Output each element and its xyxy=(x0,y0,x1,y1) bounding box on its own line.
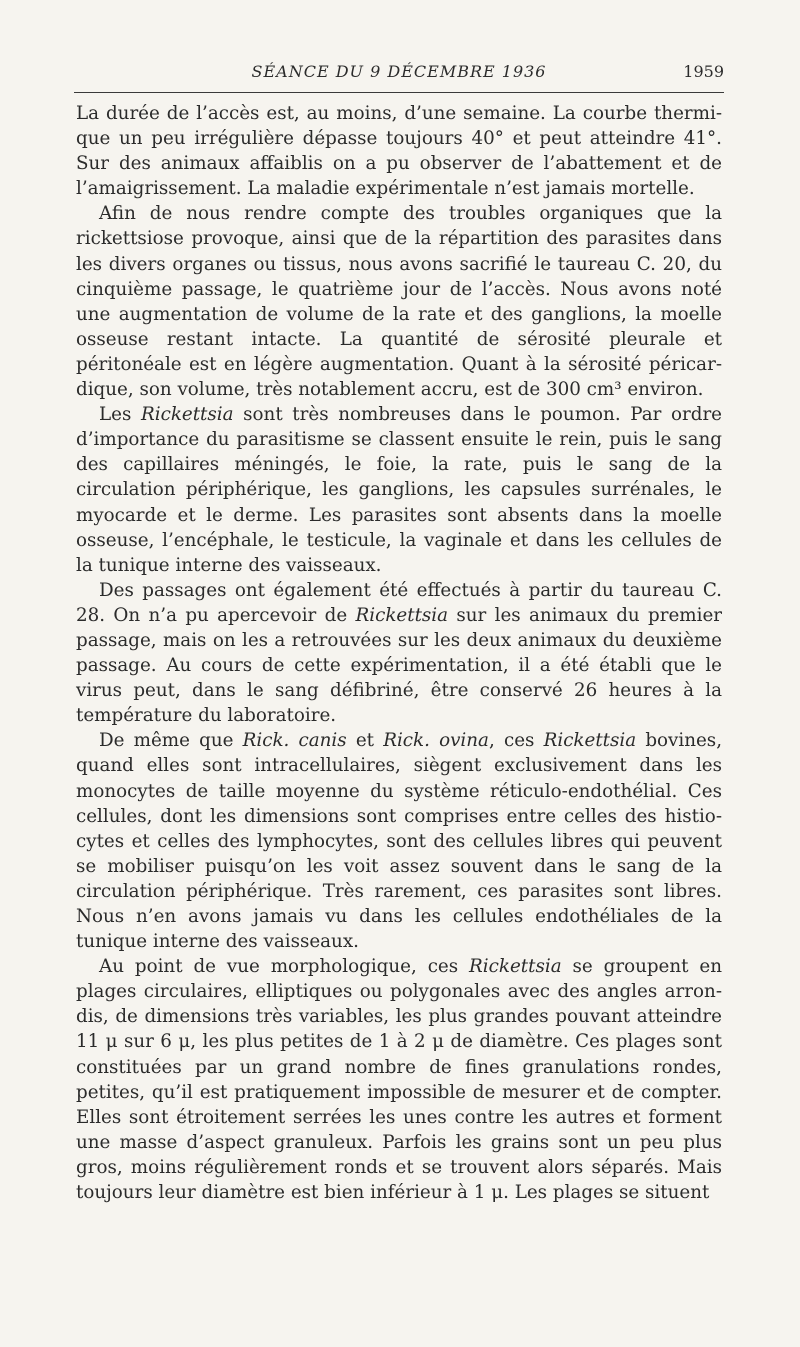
body-text xyxy=(76,101,722,1205)
scientific-name: Rickettsia xyxy=(469,956,562,978)
paragraph xyxy=(76,728,722,954)
text-run: De même que xyxy=(99,730,243,752)
scientific-name: Rickettsia xyxy=(355,604,449,626)
scientific-name: Rickettsia xyxy=(140,404,234,426)
paragraph xyxy=(76,402,722,578)
text-run: sur les animaux du premier passage, mais on les a retrouvées sur les deux animaux du deuxième passage. Au cours de cette expérimentation, il a été établi que le virus peut, dans le sang défibriné, être conservé 26 heures à la température du laboratoire. xyxy=(76,604,723,727)
page-header xyxy=(74,62,724,84)
scientific-name: Rick. ovina xyxy=(383,730,489,752)
text-run: se groupent en plages circulaires, elliptiques ou polygonales avec des angles arrondis, de dimensions très variables, les plus grandes pouvant atteindre 11 μ sur 6 μ, les plus petites de 1 à 2 μ de diamètre. Ces plages sont constituées par un grand nombre de fines granulations rondes, petites, qu’il est pratiquement impossible de mesurer et de compter. Elles sont étroitement serrées les unes contre les autres et forment une masse d’aspect granuleux. Parfois les grains sont un peu plus gros, moins régulièrement ronds et se trouvent alors séparés. Mais toujours leur diamètre est bien inférieur à 1 μ. Les plages se situent xyxy=(76,956,722,1204)
text-run: et xyxy=(346,730,384,752)
text-run: sont très nombreuses dans le poumon. Par ordre d’importance du parasitisme se classent ensuite le rein, puis le sang des capillaires méningés, le foie, la rate, puis le sang de la circulation périphérique, les ganglions, les capsules surrénales, le myocarde et le derme. Les parasites sont absents dans la moelle osseuse, l’encéphale, le testicule, la vaginale et dans les cellules de la tunique interne des vaisseaux. xyxy=(76,404,723,576)
text-run: Les xyxy=(99,404,141,426)
paragraph xyxy=(76,578,722,729)
text-run: , ces xyxy=(488,730,544,752)
text-run: Des passages ont également été effectués à partir du taureau C. 28. On n’a pu apercevoir de xyxy=(76,579,722,626)
paragraph: Afin de nous rendre compte des troubles organiques que la rickettsiose provoque, ainsi que de la répartition des parasites dans les divers organes ou tissus, nous avons sacrifié le taureau C. 20, du cinquième passage, le quatrième jour de l’accès. Nous avons noté une augmentation de volume de la rate et des ganglions, la moelle osseuse restant intacte. La quantité de sérosité pleurale et péritonéale est en légère augmentation. Quant à la sérosité péricardique, son volume, très notablement accru, est de 300 cm³ environ. xyxy=(76,203,722,401)
paragraph xyxy=(76,954,722,1205)
page-number: 1959 xyxy=(683,62,724,81)
paragraph: La durée de l’accès est, au moins, d’une semaine. La courbe thermique un peu irrégulière dépasse toujours 40° et peut atteindre 41°. Sur des animaux affaiblis on a pu observer de l’abattement et de l’amaigrissement. La maladie expérimentale n’est jamais mortelle. xyxy=(76,103,722,200)
scientific-name: Rickettsia xyxy=(543,730,637,752)
scientific-name: Rick. canis xyxy=(242,730,347,752)
header-rule xyxy=(74,92,724,93)
text-run: Au point de vue morphologique, ces xyxy=(99,956,470,978)
text-run: bovines, quand elles sont intracellulaires, siègent exclusivement dans les monocytes de taille moyenne du système réticulo-endothélial. Ces cellules, dont les dimensions sont comprises entre celles des histiocytes et celles des lymphocytes, sont des cellules libres qui peuvent se mobiliser puisqu’on les voit assez souvent dans le sang de la circulation périphérique. Très rarement, ces parasites sont libres. Nous n’en avons jamais vu dans les cellules endothéliales de la tunique interne des vaisseaux. xyxy=(76,730,723,953)
running-title: SÉANCE DU 9 DÉCEMBRE 1936 xyxy=(251,62,547,81)
